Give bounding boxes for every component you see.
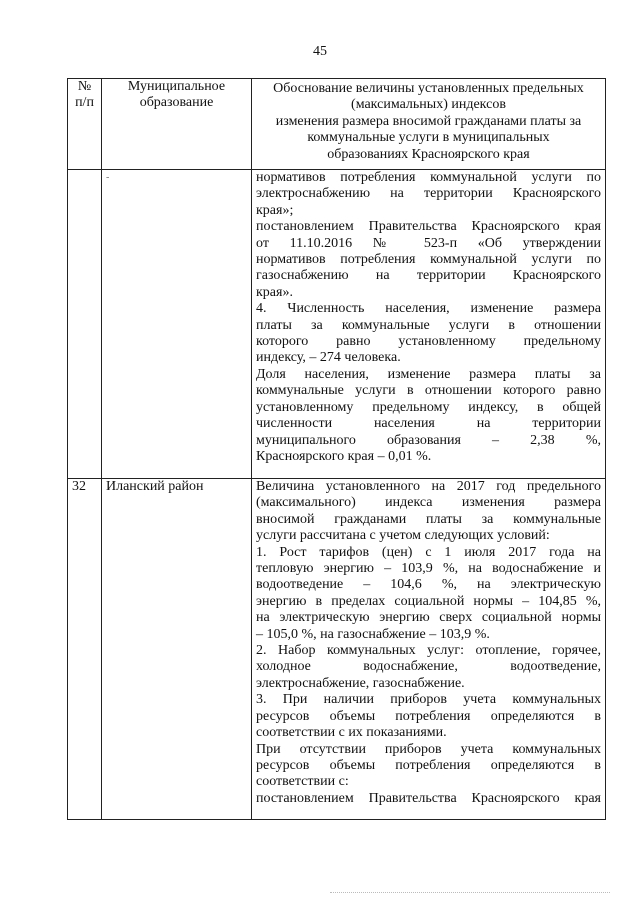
header-justification-line: изменения размера вносимой гражданами платы за — [275, 113, 582, 129]
text-line: 2. Набор коммунальных услуг: отопление, горячее, — [256, 643, 601, 659]
text-line: услуги рассчитана с учетом следующих условий: — [256, 528, 550, 544]
text-line: водоотведение – 104,6 %, на электрическую — [256, 577, 601, 593]
text-line: 4. Численность населения, изменение размера — [256, 301, 601, 317]
text-line: холодное водоснабжение, водоотведение, — [256, 659, 601, 675]
page-number: 45 — [313, 44, 327, 59]
header-number-line: № — [77, 79, 92, 94]
header-number-cell — [68, 79, 102, 170]
row-justification-cell — [252, 479, 606, 820]
justification-table — [67, 78, 606, 820]
text-line: установленному предельному индексу, в общей — [256, 399, 601, 415]
row-mark: - — [102, 170, 252, 479]
text-line: края». — [256, 284, 293, 300]
text-line: на электрическую энергию сверх социальной нормы — [256, 610, 601, 626]
scan-artifact-line — [330, 892, 610, 897]
row-justification-cell — [252, 170, 606, 479]
text-line: ресурсов объемы потребления определяются в — [256, 757, 601, 773]
header-municipality-cell — [102, 79, 252, 170]
row-municipality: Иланский район — [102, 479, 252, 820]
text-line: 1. Рост тарифов (цен) с 1 июля 2017 года на — [256, 544, 601, 560]
text-line: которого равно установленному предельному — [256, 334, 601, 350]
text-line: платы за коммунальные услуги в отношении — [256, 317, 601, 333]
row-number-cell — [68, 170, 102, 479]
header-number-line: п/п — [75, 95, 94, 111]
text-line: края»; — [256, 202, 294, 218]
text-line: постановлением Правительства Красноярского края — [256, 790, 601, 806]
header-justification-line: коммунальные услуги в муниципальных — [307, 130, 550, 146]
text-line: тепловую энергию – 103,9 %, на водоснабжение и — [256, 561, 601, 577]
row-number: 32 — [68, 479, 102, 820]
text-line: При отсутствии приборов учета коммунальных — [256, 741, 601, 757]
text-line: от 11.10.2016 № 523-п «Об утверждении — [256, 235, 601, 251]
text-line: электроснабжение, газоснабжение. — [256, 675, 465, 691]
header-justification-cell — [252, 79, 606, 170]
text-line: муниципального образования – 2,38 %, — [256, 432, 601, 448]
text-line: постановлением Правительства Красноярского края — [256, 219, 601, 235]
text-line: 3. При наличии приборов учета коммунальных — [256, 692, 601, 708]
header-justification-line: (максимальных) индексов — [351, 97, 506, 113]
text-line: численности населения на территории — [256, 416, 601, 432]
text-line: (максимального) индекса изменения размера — [256, 495, 601, 511]
text-line: Величина установленного на 2017 год предельного — [256, 479, 601, 494]
text-line: соответствии с: — [256, 774, 349, 790]
text-line: соответствии с их показаниями. — [256, 725, 447, 741]
text-line: коммунальные услуги в отношении которого равно — [256, 383, 601, 399]
header-justification-line: Обоснование величины установленных предельных — [273, 81, 584, 96]
text-line: вносимой гражданами платы за коммунальные — [256, 511, 601, 527]
header-municipality-line: Муниципальное — [127, 79, 226, 94]
text-line: Доля населения, изменение размера платы за — [256, 366, 601, 382]
text-line: – 105,0 %, на газоснабжение – 103,9 %. — [256, 626, 490, 642]
table-row-32 — [68, 479, 606, 820]
header-justification-line: образованиях Красноярского края — [327, 146, 530, 162]
text-line: ресурсов объемы потребления определяются в — [256, 708, 601, 724]
table-header-row — [68, 79, 606, 170]
text-line: нормативов потребления коммунальной услуги по — [256, 170, 601, 185]
text-line: Красноярского края – 0,01 %. — [256, 448, 432, 464]
header-municipality-line: образование — [139, 95, 214, 111]
text-line: энергию в пределах социальной нормы – 104,85 %, — [256, 593, 601, 609]
text-line: газоснабжению на территории Красноярского — [256, 268, 601, 284]
text-line: индексу, – 274 человека. — [256, 350, 401, 366]
text-line: электроснабжению на территории Красноярского — [256, 186, 601, 202]
text-line: нормативов потребления коммунальной услуги по — [256, 252, 601, 268]
table-row-continued — [68, 170, 606, 479]
